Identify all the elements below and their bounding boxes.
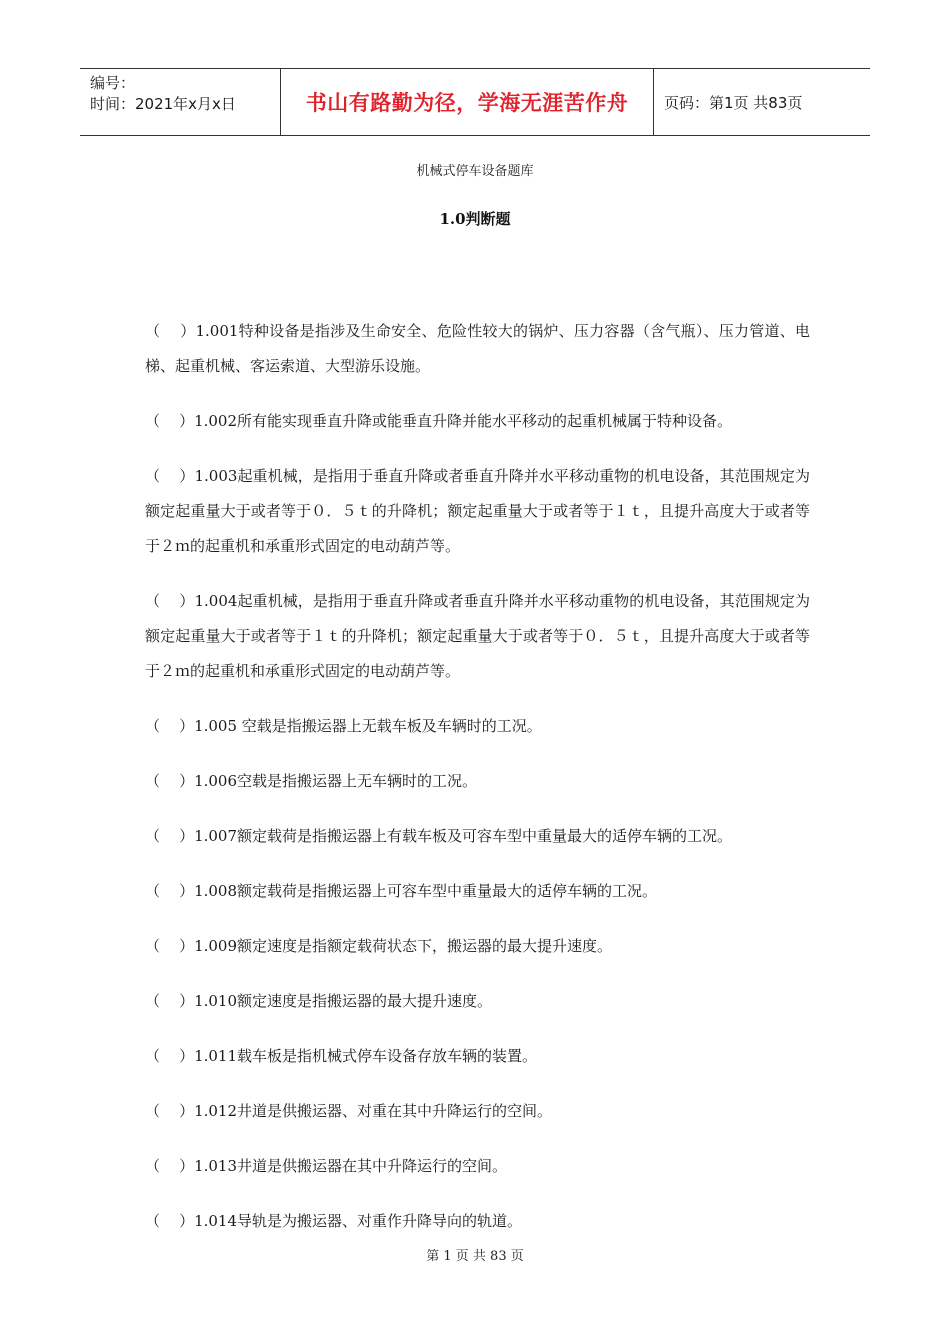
document-title: 机械式停车设备题库 (416, 164, 534, 179)
question-list (145, 314, 810, 1259)
question-item (145, 819, 810, 854)
question-text: 1.002所有能实现垂直升降或能垂直升降并能水平移动的起重机械属于特种设备。 (194, 412, 733, 430)
answer-bracket: （ ） (145, 467, 195, 485)
question-item (145, 764, 810, 799)
question-text: 1.012井道是供搬运器、对重在其中升降运行的空间。 (194, 1102, 553, 1120)
answer-bracket: （ ） (145, 992, 195, 1010)
page-header (80, 68, 870, 136)
question-text: 1.009额定速度是指额定载荷状态下，搬运器的最大提升速度。 (194, 937, 613, 955)
question-item (145, 1039, 810, 1074)
answer-bracket: （ ） (145, 827, 195, 845)
question-text: 1.003起重机械，是指用于垂直升降或者垂直升降并水平移动重物的机电设备，其范围规定为额定起重量大于或者等于０．５ｔ的升降机；额定起重量大于或者等于１ｔ，且提升高度大于或者等于２ｍ的起重机和承重形式固定的电动葫芦等。 (145, 467, 810, 555)
question-item (145, 984, 810, 1019)
question-item (145, 314, 810, 384)
time-label: 时间：2021年x月x日 (90, 95, 236, 113)
number-label: 编号： (90, 74, 136, 92)
answer-bracket: （ ） (145, 1157, 195, 1175)
answer-bracket: （ ） (145, 322, 196, 340)
answer-bracket: （ ） (145, 412, 195, 430)
answer-bracket: （ ） (145, 937, 195, 955)
question-item (145, 1094, 810, 1129)
question-text: 1.006空载是指搬运器上无车辆时的工况。 (194, 772, 478, 790)
question-item (145, 929, 810, 964)
question-text: 1.011载车板是指机械式停车设备存放车辆的装置。 (194, 1047, 538, 1065)
question-item (145, 709, 810, 744)
header-motto: 书山有路勤为径，学海无涯苦作舟 (281, 69, 654, 135)
question-text: 1.010额定速度是指搬运器的最大提升速度。 (194, 992, 493, 1010)
answer-bracket: （ ） (145, 1102, 195, 1120)
answer-bracket: （ ） (145, 1212, 195, 1230)
question-item (145, 404, 810, 439)
question-text: 1.004起重机械，是指用于垂直升降或者垂直升降并水平移动重物的机电设备，其范围规定为额定起重量大于或者等于１ｔ的升降机；额定起重量大于或者等于０．５ｔ，且提升高度大于或者等于２ｍ的起重机和承重形式固定的电动葫芦等。 (145, 592, 810, 680)
header-meta (80, 69, 281, 135)
question-item (145, 1149, 810, 1184)
page-footer: 第 1 页 共 83 页 (426, 1249, 524, 1264)
section-title: 1.0判断题 (439, 210, 511, 228)
question-text: 1.007额定载荷是指搬运器上有载车板及可容车型中重量最大的适停车辆的工况。 (194, 827, 733, 845)
question-text: 1.014导轨是为搬运器、对重作升降导向的轨道。 (194, 1212, 523, 1230)
question-text: 1.001特种设备是指涉及生命安全、危险性较大的锅炉、压力容器（含气瓶）、压力管道、电梯、起重机械、客运索道、大型游乐设施。 (145, 322, 810, 375)
question-text: 1.008额定载荷是指搬运器上可容车型中重量最大的适停车辆的工况。 (194, 882, 658, 900)
answer-bracket: （ ） (145, 1047, 195, 1065)
header-page-code: 页码：第1页 共83页 (664, 93, 803, 112)
question-item (145, 459, 810, 564)
question-text: 1.005 空载是指搬运器上无载车板及车辆时的工况。 (194, 717, 542, 735)
answer-bracket: （ ） (145, 592, 195, 610)
question-item (145, 584, 810, 689)
answer-bracket: （ ） (145, 882, 195, 900)
answer-bracket: （ ） (145, 772, 195, 790)
question-text: 1.013井道是供搬运器在其中升降运行的空间。 (194, 1157, 508, 1175)
question-item (145, 874, 810, 909)
question-item (145, 1204, 810, 1239)
answer-bracket: （ ） (145, 717, 195, 735)
